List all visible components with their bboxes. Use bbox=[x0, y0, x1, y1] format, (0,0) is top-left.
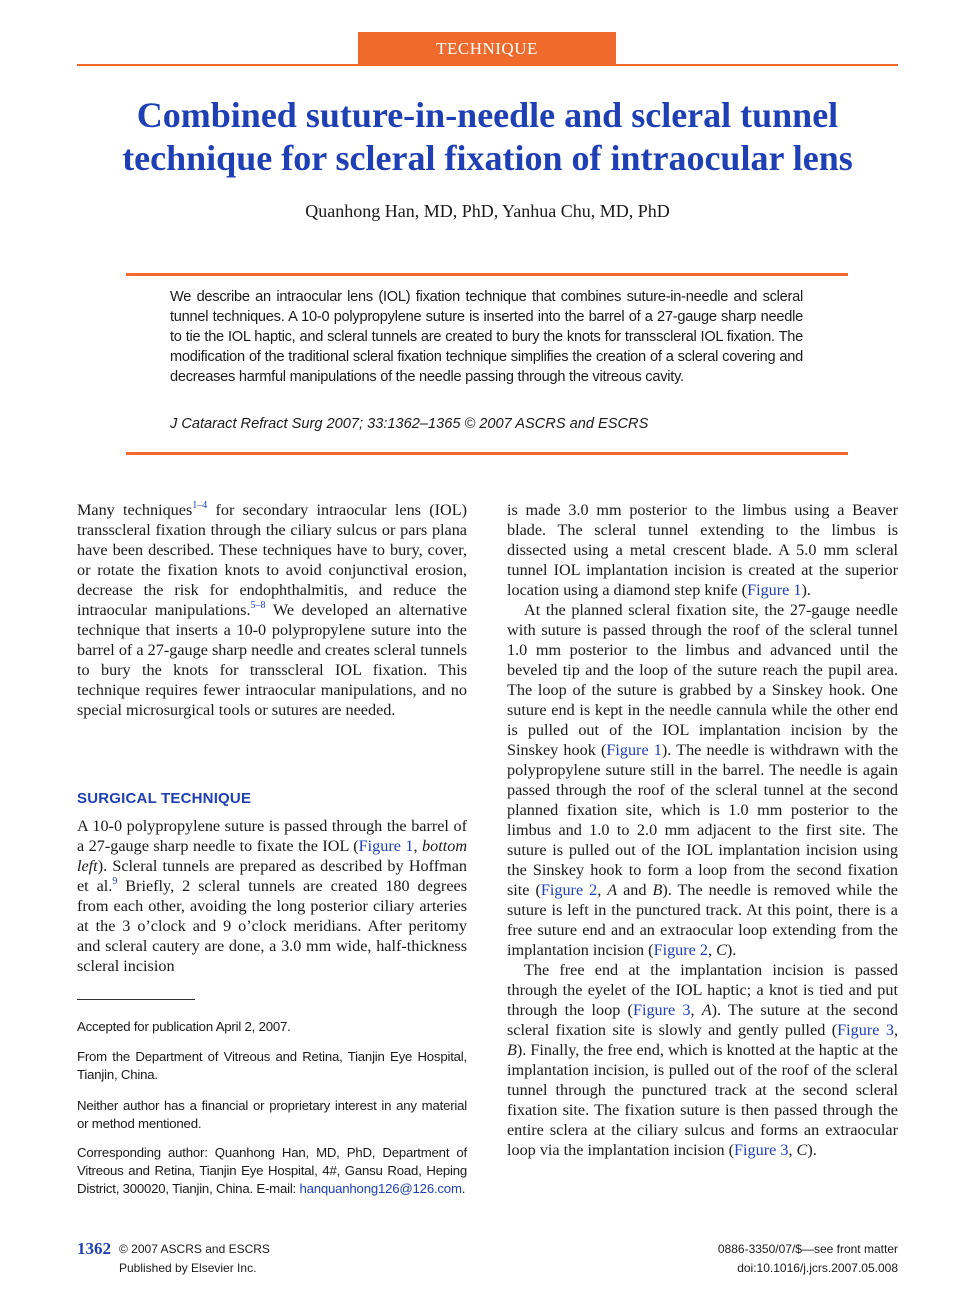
left-column-intro bbox=[77, 500, 467, 720]
footer-doi: doi:10.1016/j.jcrs.2007.05.008 bbox=[737, 1261, 898, 1275]
technique-paragraph: A 10-0 polypropylene suture is passed through the barrel of a 27-gauge sharp needle to fixate the IOL (Figure 1, bottom left). Scleral tunnels are prepared as described by Hoffman et al.$^9$ Briefly, 2 scleral tunnels are created 180 degrees from each other, avoiding the long posterior ciliary arteries at the 3 o’clock and 9 o’clock meridians. After peritomy and scleral cautery are done, a 3.0 mm wide, half-thickness scleral incision bbox=[77, 817, 468, 975]
abstract-top-rule bbox=[126, 273, 848, 276]
reference-link[interactable]: 5–8 bbox=[250, 600, 266, 611]
section-heading: SURGICAL TECHNIQUE bbox=[77, 790, 252, 807]
footnote-rule bbox=[77, 999, 195, 1000]
authors: Quanhong Han, MD, PhD, Yanhua Chu, MD, PhD bbox=[305, 201, 670, 221]
figure-link[interactable]: Figure 1 bbox=[747, 581, 802, 599]
figure-link[interactable]: Figure 2 bbox=[540, 881, 598, 899]
section-tag: TECHNIQUE bbox=[358, 32, 616, 64]
page-number: 1362 bbox=[77, 1239, 111, 1258]
figure-link[interactable]: Figure 3 bbox=[632, 1001, 691, 1019]
figure-link[interactable]: Figure 1 bbox=[606, 741, 662, 759]
header-rule bbox=[77, 64, 898, 66]
abstract: We describe an intraocular lens (IOL) fixation technique that combines suture-in-needle and scleral tunnel techniques. A 10-0 polypropylene suture is inserted into the barrel of a 27-gauge sharp needle to tie the IOL haptic, and scleral tunnels are created to bury the knots for transscleral IOL fixation. The modification of the traditional scleral fixation technique simplifies the creation of a scleral covering and decreases harmful manipulations of the needle passing through the vitreous cavity. bbox=[170, 289, 803, 385]
right-paragraph-3: The free end at the implantation incision is passed through the eyelet of the IOL haptic; a knot is tied and put through the loop (Figure 3, A). The suture at the second scleral fixation site is slowly and gently pulled (Figure 3, B). Finally, the free end, which is knotted at the haptic at the implantation incision, is pulled out of the roof of the scleral tunnel through the punctured track at the second scleral fixation site. The fixation suture is then passed through the entire sclera at the ciliary sulcus and forms an extraocular loop via the implantation incision (Figure 3, C). bbox=[507, 961, 899, 1159]
figure-link[interactable]: Figure 3 bbox=[734, 1141, 789, 1159]
figure-link[interactable]: Figure 2 bbox=[653, 941, 708, 959]
right-paragraph-1: is made 3.0 mm posterior to the limbus using a Beaver blade. The scleral tunnel extending to the limbus is dissected using a metal crescent blade. A 5.0 mm scleral tunnel IOL implantation incision is created at the superior location using a diamond step knife (Figure 1). bbox=[507, 501, 898, 599]
footnote-accepted: Accepted for publication April 2, 2007. bbox=[77, 1019, 291, 1034]
reference-link[interactable]: 9 bbox=[112, 876, 118, 887]
email-link[interactable]: hanquanhong126@126.com bbox=[299, 1181, 462, 1196]
right-paragraph-2: At the planned scleral fixation site, the 27-gauge needle with suture is passed through the roof of the scleral tunnel 1.0 mm posterior to the limbus and advanced until the beveled tip and the loop of the suture reach the pupil area. The loop of the suture is grabbed by a Sinskey hook. One suture end is kept in the needle cannula while the other end is pulled out of the IOL implantation incision by the Sinskey hook (Figure 1). The needle is withdrawn with the polypropylene suture still in the barrel. The needle is again passed through the roof of the scleral tunnel at the second planned fixation site, which is 1.0 mm posterior to the limbus and 1.0 to 2.0 mm adjacent to the first site. The suture is pulled out of the IOL implantation incision using the Sinskey hook to form a loop from the second fixation site (Figure 2, A and B). The needle is removed while the suture is left in the punctured track. At this point, there is a free suture end and an extraocular loop extending from the implantation incision (Figure 2, C). bbox=[507, 601, 899, 959]
right-column bbox=[507, 500, 898, 1160]
reference-link[interactable]: 1–4 bbox=[192, 500, 208, 511]
title-line-1: Combined suture-in-needle and scleral tunnel bbox=[136, 95, 839, 135]
left-column-technique bbox=[77, 816, 467, 976]
footnote-disclosure: Neither author has a financial or proprietary interest in any material or method mentioned. bbox=[77, 1098, 467, 1131]
footnote-affiliation: From the Department of Vitreous and Retina, Tianjin Eye Hospital, Tianjin, China. bbox=[77, 1049, 467, 1082]
footnote-corresponding: Corresponding author: Quanhong Han, MD, PhD, Department of Vitreous and Retina, Tianjin Eye Hospital, 4#, Gansu Road, Heping District, 300020, Tianjin, China. E-mail: hanquanhong126@126.com. bbox=[77, 1145, 467, 1196]
article-title bbox=[60, 94, 915, 180]
figure-link[interactable]: Figure 1 bbox=[358, 837, 414, 855]
abstract-bottom-rule bbox=[126, 452, 848, 455]
citation: J Cataract Refract Surg 2007; 33:1362–1365 © 2007 ASCRS and ESCRS bbox=[170, 416, 649, 432]
figure-link[interactable]: Figure 3 bbox=[837, 1021, 894, 1039]
footer-publisher: Published by Elsevier Inc. bbox=[119, 1261, 257, 1275]
title-line-2: technique for scleral fixation of intraocular lens bbox=[122, 138, 853, 178]
intro-paragraph: Many techniques$^{1-4}$ for secondary intraocular lens (IOL) transscleral fixation through the ciliary sulcus or pars plana have been described. These techniques have to bury, cover, or rotate the fixation knots to avoid conjunctival erosion, decrease the risk for endophthalmitis, and reduce the intraocular manipulations.$^{5-8}$ We developed an alternative technique that inserts a 10-0 polypropylene suture into the barrel of a 27-gauge sharp needle and creates scleral tunnels to bury the knots for transscleral IOL fixation. This technique requires fewer intraocular manipulations, and no special microsurgical tools or sutures are needed. bbox=[77, 500, 468, 719]
footer-issn: 0886-3350/07/$—see front matter bbox=[717, 1242, 898, 1256]
footer-copyright: © 2007 ASCRS and ESCRS bbox=[119, 1242, 270, 1256]
